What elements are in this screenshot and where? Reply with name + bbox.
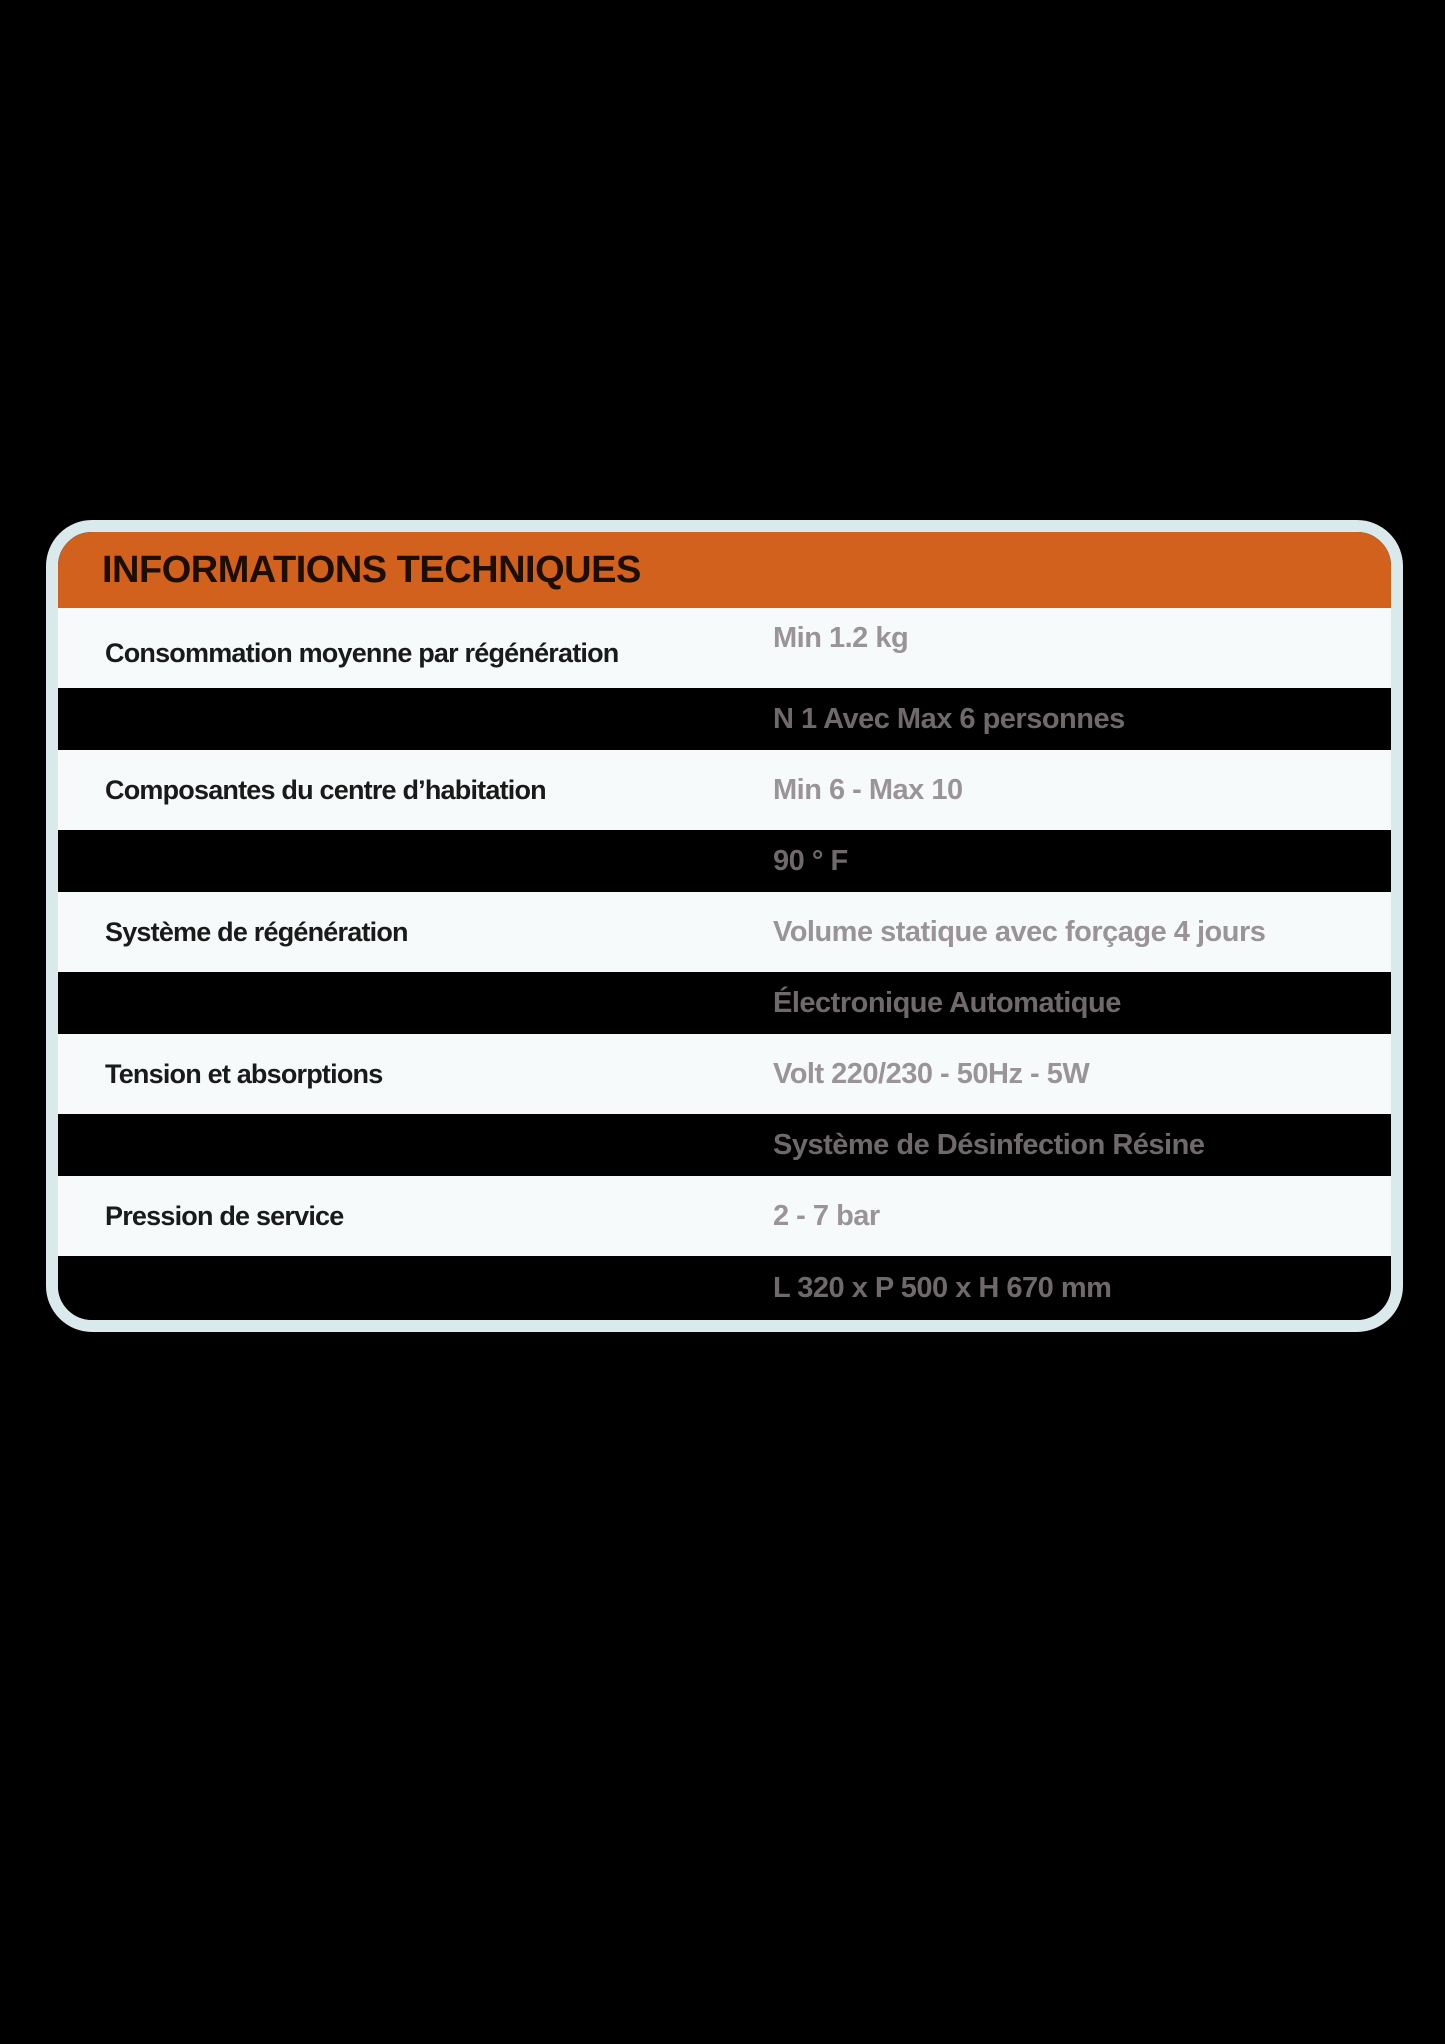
row-value: Min 6 - Max 10 [773, 773, 963, 806]
row-value: N 1 Avec Max 6 personnes [773, 702, 1125, 735]
table-row [58, 608, 1391, 688]
row-label: Pression de service [105, 1200, 344, 1231]
table-row [58, 972, 1391, 1034]
table-row [58, 688, 1391, 750]
table-row [58, 1256, 1391, 1320]
row-value: Électronique Automatique [773, 986, 1121, 1019]
table-row [58, 892, 1391, 972]
technical-info-card [46, 520, 1403, 1332]
card-header [58, 532, 1391, 608]
row-value: 90 ° F [773, 844, 848, 877]
row-value: Volt 220/230 - 50Hz - 5W [773, 1057, 1090, 1090]
table-row [58, 1176, 1391, 1256]
table-row [58, 1034, 1391, 1114]
table-row [58, 830, 1391, 892]
row-label: Système de régénération [105, 916, 408, 947]
row-label: Tension et absorptions [105, 1058, 383, 1089]
table-row [58, 1114, 1391, 1176]
row-value: Volume statique avec forçage 4 jours [773, 915, 1266, 948]
row-value: Min 1.2 kg [773, 621, 909, 654]
page-title: INFORMATIONS TECHNIQUES [102, 548, 641, 591]
row-value: L 320 x P 500 x H 670 mm [773, 1271, 1112, 1304]
row-value: 2 - 7 bar [773, 1199, 880, 1232]
row-value: Système de Désinfection Résine [773, 1128, 1205, 1161]
table-row [58, 750, 1391, 830]
row-label: Composantes du centre d’habitation [105, 774, 546, 805]
row-label: Consommation moyenne par régénération [105, 637, 619, 668]
